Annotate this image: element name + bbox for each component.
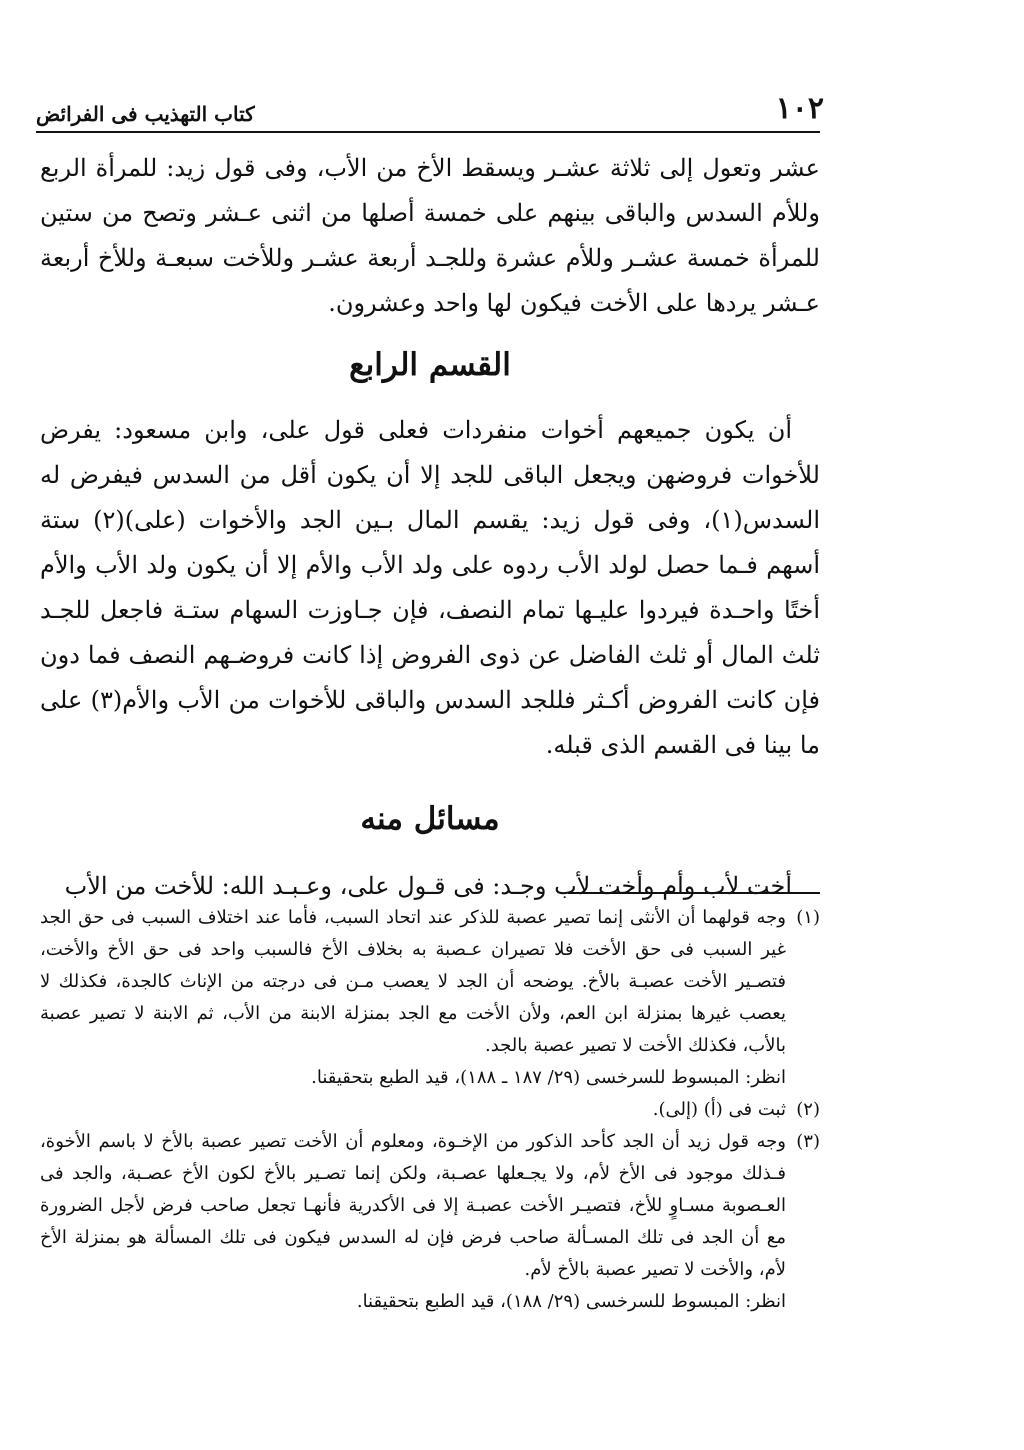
footnote-text: ثبت فى (أ) (إلى). [652,1099,786,1120]
footnotes [40,902,820,1318]
footnote-number: (٢) [796,1099,820,1120]
footnote-rule [568,892,820,894]
footnote-text: وجه قول زيد أن الجد كأحد الذكور من الإخـوة، ومعلوم أن الأخت تصير عصبة بالأخ لا باسم الأخوة، فـذلك موجود فى الأخ لأم، ولا يجـعلها عصـبة، ولكن إنما تصـير بالأخ لكون الأخ عصـبة، والجد فى العـصوبة مسـاوٍ للأخ، فتصيـر الأخت عصبـة إلا فى الأكدرية فأنهـا تجعل صاحب فرض لأجل الضرورة مع أن الجد فى تلك المسـألة صاحب فرض فإن له السدس فيكون فى تلك المسألة هو بمنزلة الأخ لأم، والأخت لا تصير عصبة بالأخ لأم. [40,1131,786,1280]
footnote-2 [40,1094,820,1126]
main-text [40,146,820,909]
header-rule [36,131,820,133]
footnote-number: (١) [796,907,820,928]
section-heading: القسم الرابع [349,347,511,383]
footnote-text: وجه قولهما أن الأنثى إنما تصير عصبة للذكر عند اتحاد السبب، فأما عند اختلاف السبب فى حق الجد غير السبب فى حق الأخت فلا تصيران عـصبة به بخلاف الأخ فالسبب واحد فى حق الأخ والأخت، فتصـير الأخت عصبـة بالأخ. يوضحه أن الجد لا يعصب مـن فى درجته من الإناث كالجدة، فكذلك لا يعصب غيرها بمنزلة ابن العم، ولأن الأخت مع الجد بمنزلة الابنة من الأب، ثم الابنة لا تصير عصبة بالأب، فكذلك الأخت لا تصير عصبة بالجد. [40,907,786,1056]
footnote-source: انظر: المبسوط للسرخسى (٢٩/ ١٨٨)، قيد الطبع بتحقيقنا. [356,1291,786,1312]
subsection-heading: مسائل منه [360,801,500,837]
paragraph-continuation: عشر وتعول إلى ثلاثة عشـر ويسقط الأخ من الأب، وفى قول زيد: للمرأة الربع وللأم السدس والباقى بينهم على خمسة أصلها من اثنى عـشر وتصح من ستين للمرأة خمسة عشـر وللأم عشرة وللجـد أربعة عشـر وللأخت سبعـة وللأخ أربعة عـشر يردها على الأخت فيكون لها واحد وعشرون. [40,154,820,317]
paragraph-problem: أخت لأب وأم وأخت لأب وجـد: فى قـول على، وعـبـد الله: للأخت من الأب [64,872,792,900]
footnote-source: انظر: المبسوط للسرخسى (٢٩/ ١٨٧ ـ ١٨٨)، قيد الطبع بتحقيقنا. [311,1067,786,1088]
page-number: ١٠٢ [775,91,824,126]
footnote-3 [40,1126,820,1318]
paragraph-section: أن يكون جميعهم أخوات منفردات فعلى قول على، وابن مسعود: يفرض للأخوات فروضهن ويجعل الباقى للجد إلا أن يكون أقل من السدس فيفرض له السدس(١)، وفى قول زيد: يقسم المال بـين الجد والأخوات (على)(٢) ستة أسهم فـما حصل لولد الأب ردوه على ولد الأب والأم إلا أن يكون ولد الأب والأم أختًا واحـدة فيردوا عليـها تمام النصف، فإن جـاوزت السهام ستـة فاجعل للجـد ثلث المال أو ثلث الفاضل عن ذوى الفروض إذا كانت فروضـهم النصف فما دون فإن كانت الفروض أكـثر فللجد السدس والباقى للأخوات من الأب والأم(٣) على ما بينا فى القسم الذى قبله. [40,416,820,759]
running-title: كتاب التهذيب فى الفرائض [36,102,255,126]
footnote-1 [40,902,820,1094]
page-header [36,78,824,130]
footnote-number: (٣) [796,1131,820,1152]
